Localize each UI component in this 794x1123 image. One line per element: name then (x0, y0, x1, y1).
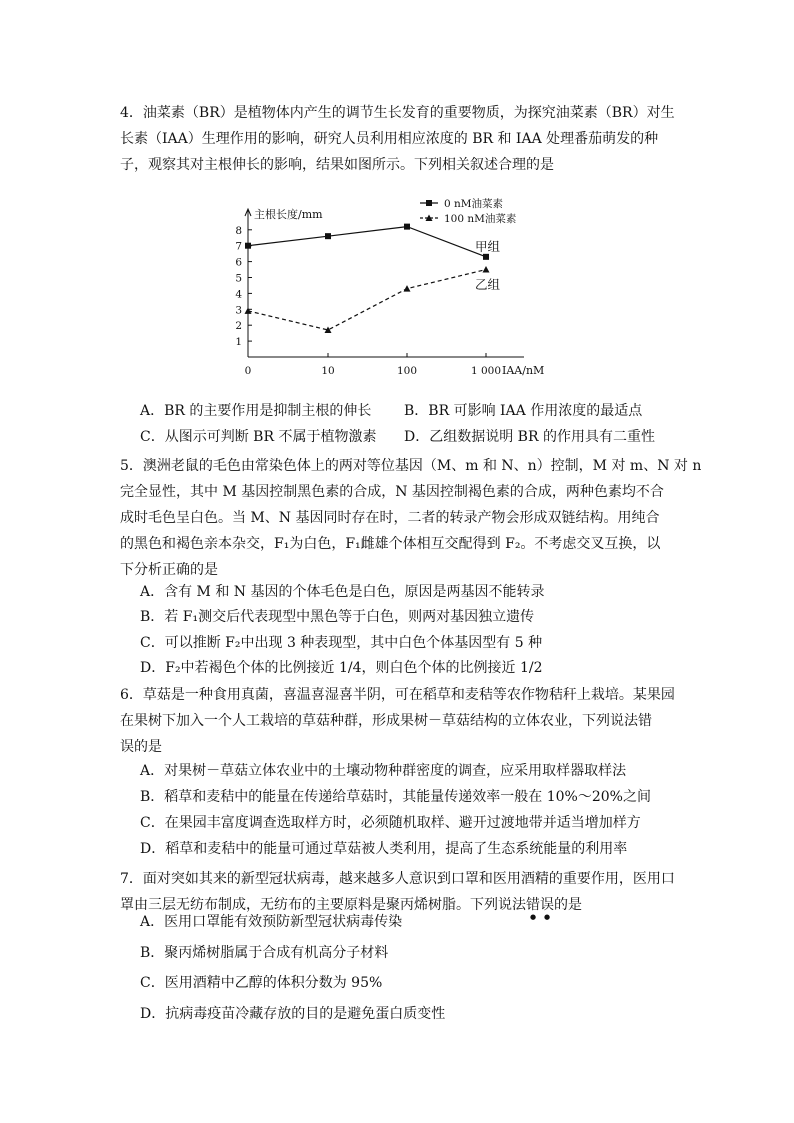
x-axis-label: IAA/nM (502, 364, 545, 377)
x-tick-label: 1 000 (470, 365, 502, 377)
question-6-line-1: 6．草菇是一种食用真菌，喜温喜湿喜半阴，可在稻草和麦秸等农作物秸秆上栽培。某果园 (120, 687, 675, 703)
q6-option-d: D．稻草和麦秸中的能量可通过草菇被人类利用，提高了生态系统能量的利用率 (140, 841, 628, 857)
q5-option-d: D．F₂中若褐色个体的比例接近 1/4，则白色个体的比例接近 1/2 (140, 660, 543, 676)
legend-yi-label: 100 nM油菜素 (444, 213, 517, 225)
question-5-line-3: 成时毛色呈白色。当 M、N 基因同时存在时，二者的转录产物会形成双链结构。用纯合 (120, 510, 660, 526)
x-tick-label: 100 (396, 365, 418, 377)
y-tick-label: 5 (235, 272, 242, 285)
series-jia-point (245, 243, 251, 249)
question-6-line-3: 误的是 (120, 739, 162, 755)
x-tick-label: 10 (321, 365, 335, 377)
series-jia-point (325, 233, 331, 239)
y-tick-label: 6 (235, 256, 242, 269)
question-5-line-2: 完全显性，其中 M 基因控制黑色素的合成，N 基因控制褐色素的合成，两种色素均不合 (120, 484, 664, 500)
question-4-line-3: 子，观察其对主根伸长的影响，结果如图所示。下列相关叙述合理的是 (120, 157, 554, 173)
q5-option-c: C．可以推断 F₂中出现 3 种表现型，其中白色个体基因型有 5 种 (140, 635, 543, 651)
series-jia-point (404, 224, 410, 230)
series-yi-label: 乙组 (475, 277, 501, 292)
q5-option-b: B．若 F₁测交后代表现型中黑色等于白色，则两对基因独立遗传 (140, 609, 535, 625)
series-jia-point (483, 254, 489, 260)
y-tick-label: 1 (235, 336, 242, 349)
question-6 (120, 682, 680, 760)
y-tick-label: 4 (235, 288, 242, 301)
q6-option-c: C．在果园丰富度调查选取样方时，必须随机取样、避开过渡地带并适当增加样方 (140, 815, 641, 831)
q4-option-d: D．乙组数据说明 BR 的作用具有二重性 (404, 429, 655, 445)
q4-option-a: A．BR 的主要作用是抑制主根的伸长 (140, 403, 372, 419)
q6-option-a: A．对果树－草菇立体农业中的土壤动物种群密度的调查，应采用取样器取样法 (140, 763, 627, 779)
question-4-line-1: 4．油菜素（BR）是植物体内产生的调节生长发育的重要物质，为探究油菜素（BR）对生 (120, 105, 675, 121)
y-tick-label: 7 (235, 240, 242, 253)
y-tick-label: 8 (235, 224, 242, 237)
question-5 (120, 453, 702, 583)
q4-option-c: C．从图示可判断 BR 不属于植物激素 (140, 429, 377, 445)
series-yi-point (404, 285, 411, 292)
legend-jia-marker (426, 200, 432, 206)
x-tick-label: 0 (244, 365, 252, 377)
question-5-line-4: 的黑色和褐色亲本杂交，F₁为白色，F₁雌雄个体相互交配得到 F₂。不考虑交叉互换，以 (120, 536, 661, 552)
q5-option-a: A．含有 M 和 N 基因的个体毛色是白色，原因是两基因不能转录 (140, 584, 545, 600)
y-tick-label: 2 (235, 320, 242, 333)
question-4-line-2: 长素（IAA）生理作用的影响，研究人员利用相应浓度的 BR 和 IAA 处理番茄萌发的种 (120, 131, 659, 147)
q7-option-a: A．医用口罩能有效预防新型冠状病毒传染 (140, 914, 403, 930)
legend-jia-label: 0 nM油菜素 (444, 198, 504, 210)
question-6-line-2: 在果树下加入一个人工栽培的草菇种群，形成果树－草菇结构的立体农业，下列说法错 (120, 713, 652, 729)
question-5-line-5: 下分析正确的是 (120, 562, 218, 578)
q7-option-d: D．抗病毒疫苗冷藏存放的目的是避免蛋白质变性 (140, 1006, 446, 1022)
series-jia-label: 甲组 (475, 239, 501, 254)
question-4 (120, 100, 680, 178)
question-7-line-1: 7．面对突如其来的新型冠状病毒，越来越多人意识到口罩和医用酒精的重要作用，医用口 (120, 871, 675, 887)
series-yi-line (248, 270, 486, 330)
question-7-line-2-pre: 罩由三层无纺布制成，无纺布的主要原料是聚丙烯树脂。下列说法 (120, 897, 526, 913)
q7-option-b: B．聚丙烯树脂属于合成有机高分子材料 (140, 945, 389, 961)
question-7-line-2-post: 的是 (554, 897, 582, 913)
question-5-line-1: 5．澳洲老鼠的毛色由常染色体上的两对等位基因（M、m 和 N、n）控制，M 对 m、N 对 n (120, 458, 702, 474)
series-jia-line (248, 227, 486, 257)
y-axis-label: 主根长度/mm (254, 208, 323, 221)
q6-option-b: B．稻草和麦秸中的能量在传递给草菇时，其能量传递效率一般在 10%～20%之间 (140, 789, 651, 805)
root-length-chart (232, 196, 562, 386)
q4-option-b: B．BR 可影响 IAA 作用浓度的最适点 (404, 403, 643, 419)
series-yi-point (483, 266, 490, 273)
q7-option-c: C．医用酒精中乙醇的体积分数为 95% (140, 975, 383, 991)
question-7-emphasis: 错误 (526, 897, 554, 913)
series-yi-point (245, 307, 252, 314)
y-tick-label: 3 (235, 304, 242, 317)
